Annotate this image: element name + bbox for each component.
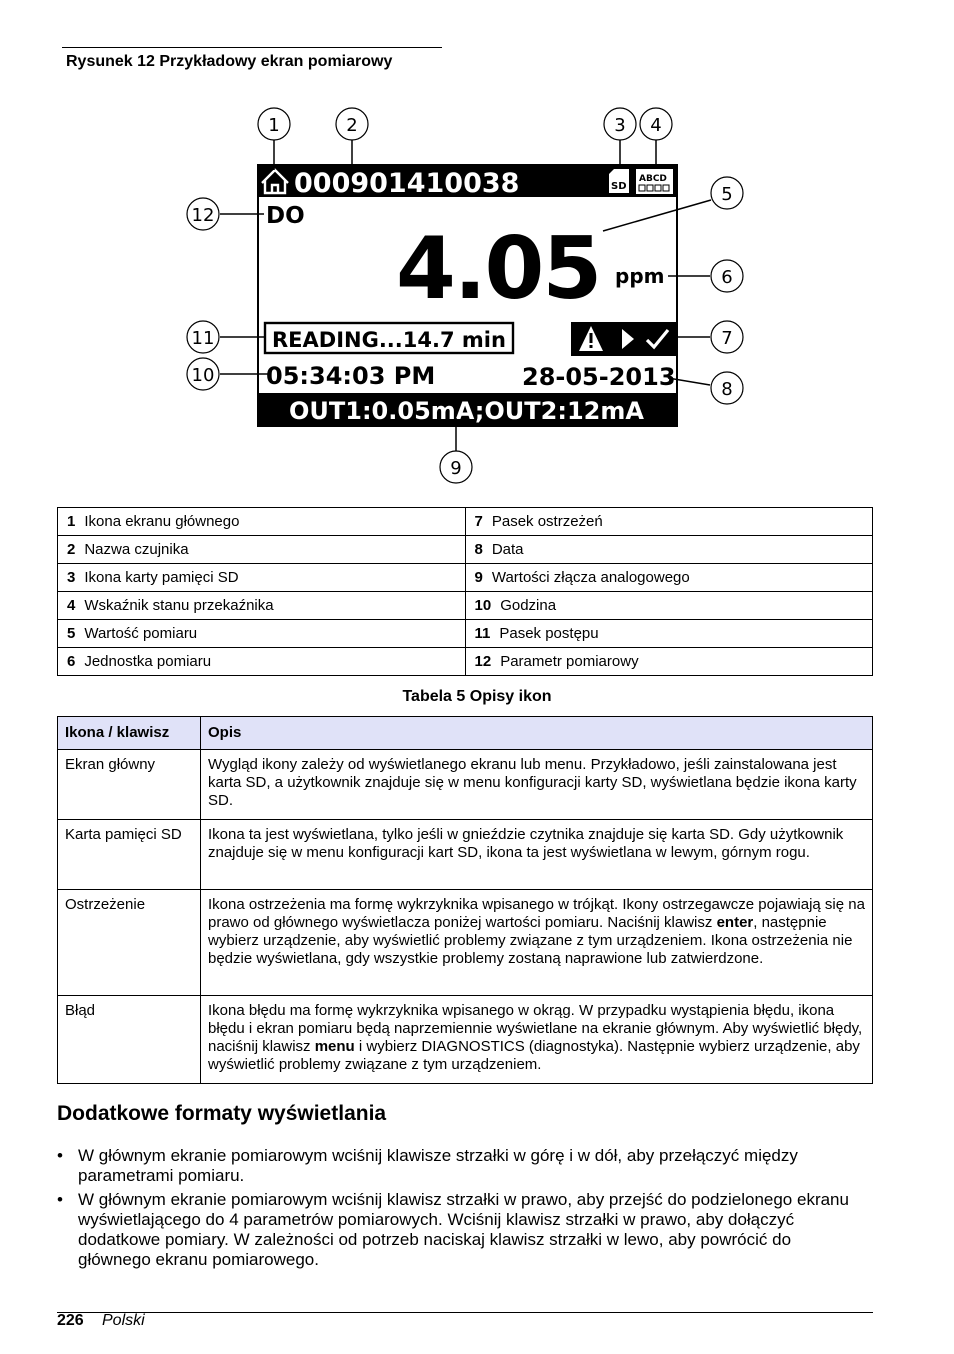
callout-6 (711, 260, 743, 292)
icon-description: Wygląd ikony zależy od wyświetlanego ekranu lub menu. Przykładowo, jeśli zainstalowana jest karta SD, a użytkownik znajduje się w menu konfiguracji karty SD, wyświetlana będzie ikona karty SD. (201, 750, 873, 820)
relay-status-label: ABCD (639, 174, 667, 184)
sd-card-icon (609, 169, 629, 193)
page-number: 226 (57, 1312, 84, 1329)
measurement-value: 4.05 (396, 219, 601, 319)
svg-text:7: 7 (721, 328, 733, 349)
sensor-name: 000901410038 (294, 168, 520, 199)
warning-bar (571, 322, 677, 356)
sd-card-label: SD (611, 181, 627, 192)
bullet-list (57, 1146, 857, 1274)
analog-outputs: OUT1:0.05mA;OUT2:12mA (289, 397, 644, 425)
svg-text:6: 6 (721, 267, 733, 288)
icon-name: Ekran główny (58, 750, 201, 820)
icon-name: Błąd (58, 996, 201, 1084)
icon-descriptions-table (57, 716, 873, 1084)
figure-svg (0, 0, 954, 500)
icon-name: Karta pamięci SD (58, 820, 201, 890)
svg-text:1: 1 (268, 115, 280, 136)
svg-text:3: 3 (614, 115, 626, 136)
figure-caption: Rysunek 12 Przykładowy ekran pomiarowy (66, 53, 393, 70)
progress-text: READING...14.7 min (272, 328, 506, 352)
callout-3 (604, 108, 636, 140)
measurement-unit: ppm (615, 264, 665, 288)
list-item: • W głównym ekranie pomiarowym wciśnij klawisze strzałki w górę i w dół, aby przełączyć między parametrami pomiaru. (57, 1146, 798, 1185)
svg-text:4: 4 (650, 115, 662, 136)
svg-text:2: 2 (346, 115, 358, 136)
table-row: 1 Ikona ekranu głównego 7 Pasek ostrzeżeń (58, 508, 873, 536)
display-date: 28-05-2013 (522, 363, 676, 391)
measurement-parameter: DO (266, 203, 305, 229)
svg-text:9: 9 (450, 458, 462, 479)
svg-text:5: 5 (721, 184, 733, 205)
svg-text:8: 8 (721, 379, 733, 400)
table-row: 6 Jednostka pomiaru 12 Parametr pomiarowy (58, 648, 873, 676)
measurement-screen-figure (0, 0, 954, 500)
relay-status-icon (636, 169, 673, 194)
table-row (58, 750, 873, 820)
key-name: menu (314, 1038, 355, 1055)
callout-11 (187, 321, 219, 353)
column-header-description: Opis (201, 717, 873, 750)
callout-12 (187, 198, 219, 230)
icon-name: Ostrzeżenie (58, 890, 201, 996)
icon-description: Ikona ta jest wyświetlana, tylko jeśli w gnieździe czytnika znajduje się karta SD. Gdy użytkownik znajduje się w menu konfiguracji kart SD, ikona ta jest wyświetlana w lewym, górnym rogu. (201, 820, 873, 890)
icon-description: Ikona ostrzeżenia ma formę wykrzyknika wpisanego w trójkąt. Ikony ostrzegawcze pojawiają się na prawo od głównego wyświetlacza poniżej wartości pomiaru. Naciśnij klawisz enter, następnie wybierz urządzenie, aby wyświetlić problemy związane z tym urządzeniem. Ikona ostrzeżenia nie będzie wyświetlana, gdy wszystkie problemy zostaną naprawione lub zatwierdzone. (201, 890, 873, 996)
bullet-icon: • (57, 1190, 63, 1209)
callout-1 (258, 108, 290, 140)
callout-5 (711, 177, 743, 209)
table-row: 3 Ikona karty pamięci SD 9 Wartości złącza analogowego (58, 564, 873, 592)
callout-8 (711, 372, 743, 404)
figure-legend-table (57, 507, 873, 676)
table-row: 5 Wartość pomiaru 11 Pasek postępu (58, 620, 873, 648)
column-header-icon: Ikona / klawisz (58, 717, 201, 750)
table-caption: Tabela 5 Opisy ikon (402, 688, 552, 705)
display-time: 05:34:03 PM (266, 362, 436, 390)
table-header-row (58, 717, 873, 750)
footer-rule (57, 1312, 873, 1313)
table-row (58, 996, 873, 1084)
callout-7 (711, 321, 743, 353)
svg-text:11: 11 (191, 328, 215, 349)
section-heading: Dodatkowe formaty wyświetlania (57, 1102, 387, 1125)
callout-9 (440, 451, 472, 483)
table-row (58, 890, 873, 996)
callout-10 (187, 358, 219, 390)
svg-text:10: 10 (191, 365, 215, 386)
table-row: 4 Wskaźnik stanu przekaźnika 10 Godzina (58, 592, 873, 620)
svg-text:12: 12 (191, 205, 215, 226)
key-name: enter (716, 914, 754, 931)
table-row: 2 Nazwa czujnika 8 Data (58, 536, 873, 564)
bullet-icon: • (57, 1146, 63, 1165)
list-item: • W głównym ekranie pomiarowym wciśnij klawisz strzałki w prawo, aby przejść do podzielonego ekranu wyświetlającego do 4 parametrów pomiarowych. Wciśnij klawisz strzałki w prawo, aby dołączyć dodatkowe pomiary. W zależności od potrzeb naciskaj klawisz strzałki w lewo, aby powrócić do głównego ekranu pomiarowego. (57, 1190, 849, 1269)
icon-description: Ikona błędu ma formę wykrzyknika wpisanego w okrąg. W przypadku wystąpienia błędu, ikona błędu i ekran pomiaru będą naprzemiennie wyświetlane na ekranie głównym. Aby wyświetlić błędy, naciśnij klawisz menu i wybierz DIAGNOSTICS (diagnostyka). Następnie wybierz urządzenie, aby wyświetlić problemy związane z tym urządzeniem. (201, 996, 873, 1084)
table-row (58, 820, 873, 890)
footer-language: Polski (102, 1312, 145, 1329)
callout-2 (336, 108, 368, 140)
callout-4 (640, 108, 672, 140)
